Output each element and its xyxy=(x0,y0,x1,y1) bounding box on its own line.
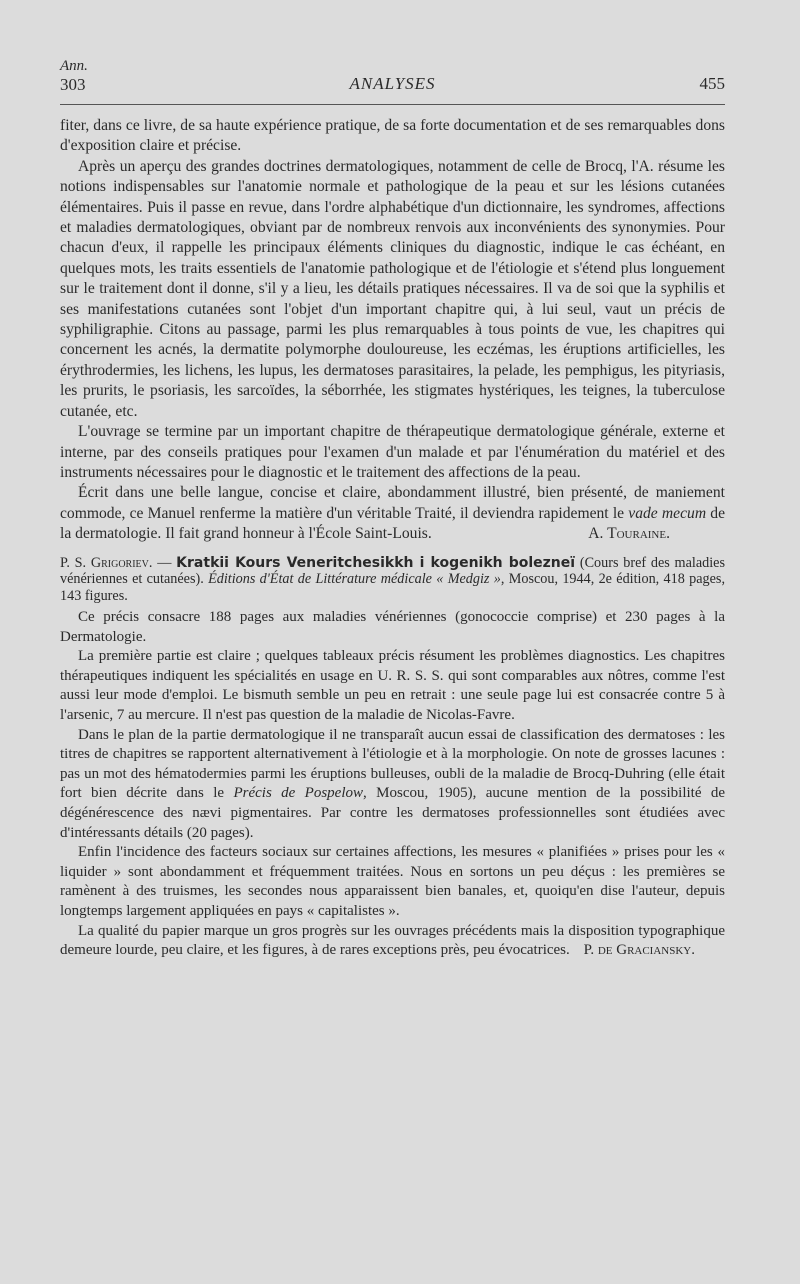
paragraph-text: , Moscou, 1905), aucune mention de la possibilité de dégénérescence des nævi pigmentaires. Par contre les dermatoses professionnelles sont étudiées avec d'intéressants détails (20 pages). xyxy=(60,785,726,841)
header-rule xyxy=(60,104,725,105)
paragraph xyxy=(60,726,725,844)
italic-phrase: vade mecum xyxy=(628,504,707,522)
paragraph: Enfin l'incidence des facteurs sociaux sur certaines affections, les mesures « planifiées » prises pour les « liquider » sont abondamment et fréquemment traitées. Nous en sortons un peu déçus : les premières se ramènent à des truismes, les secondes nous apparaissent bien banales, et, quoiqu'en dise l'auteur, depuis longtemps largement appliquées en pays « capitalistes ». xyxy=(60,844,725,919)
running-title: ANALYSES xyxy=(349,74,436,93)
book-publisher: Éditions d'État de Littérature médicale « Medgiz » xyxy=(208,571,501,588)
paragraph-text: de la dermatologie. Il fait grand honneur à l'École Saint-Louis. xyxy=(60,504,725,543)
review-grigoriev xyxy=(60,555,725,961)
paragraph: Ce précis consacre 188 pages aux maladies vénériennes (gonococcie comprise) et 230 pages à la Dermatologie. xyxy=(60,609,725,645)
page-header xyxy=(60,58,725,98)
dash: — xyxy=(152,554,177,571)
journal-abbrev: Ann. xyxy=(60,58,88,74)
paragraph: fiter, dans ce livre, de sa haute expérience pratique, de sa forte documentation et de ses remarquables dons d'exposition claire et précise. xyxy=(60,117,725,155)
book-author: P. S. Grigoriev. xyxy=(60,554,153,571)
reviewer-signature: P. de Graciansky. xyxy=(583,942,695,959)
book-citation xyxy=(60,555,725,605)
paragraph: La première partie est claire ; quelques tableaux précis résument les problèmes diagnostics. Les chapitres thérapeutiques indiquent les spécialités en usage en U. R. S. S. qui sont comparables aux nôtres, comme l'est aussi leur mode d'emploi. Le bismuth semble un peu en retrait : une seule page lui est consacrée contre 5 à l'arsenic, 7 au mercure. Il n'est pas question de la maladie de Nicolas-Favre. xyxy=(60,648,725,724)
italic-phrase: Précis de Pospelow xyxy=(233,785,364,802)
volume-number: 303 xyxy=(60,75,86,94)
page-body xyxy=(60,116,725,961)
paragraph: Après un aperçu des grandes doctrines dermatologiques, notamment de celle de Brocq, l'A. résume les notions indispensables sur l'anatomie normale et pathologique de la peau et sur les lésions cutanées élémentaires. Puis il passe en revue, dans l'ordre alphabétique d'un dictionnaire, les syndromes, affections et maladies dermatologiques, obviant par de nombreux renvois aux inconvénients des synonymies. Pour chacun d'eux, il rappelle les principaux éléments cliniques du diagnostic, indique le cas échéant, en quelques mots, les traits essentiels de l'anatomie pathologique et de l'étiologie et s'étend plus longuement sur le traitement dont il donne, s'il y a lieu, les détails pratiques nécessaires. Il va de soi que la syphilis et ses manifestations cutanées sont l'objet d'un important chapitre qui, à lui seul, vaut un précis de syphiligraphie. Citons au passage, parmi les plus remarquables à tous points de vue, les chapitres qui concernent les acnés, la dermatite polymorphe douloureuse, les eczémas, les éruptions artificielles, les érythrodermies, les lichens, les lupus, les dermatoses parasitaires, la pelade, les pemphigus, les pityriasis, les prurits, le psoriasis, les sarcoïdes, la séborrhée, les stigmates hystériques, les teignes, la tuberculose cutanée, etc. xyxy=(60,157,725,420)
book-subtitle: (Cours bref des maladies vénériennes et cutanées). xyxy=(60,554,725,588)
reviewer-signature: A. Touraine. xyxy=(588,525,670,543)
paragraph: La qualité du papier marque un gros progrès sur les ouvrages précédents mais la disposition typographique demeure lourde, peu claire, et les figures, à de rares exceptions près, peu évocatrices. xyxy=(60,922,725,959)
page-number: 455 xyxy=(699,74,725,93)
paragraph-text: Dans le plan de la partie dermatologique il ne transparaît aucun essai de classification des dermatoses : les titres de chapitres se rapportent alternativement à l'étiologie et à la morphologie. On note de grosses lacunes : pas un mot des hématodermies parmi les éruptions bulleuses, oubli de la maladie de Brocq-Duhring (elle était fort bien décrite dans le xyxy=(60,726,725,802)
paragraph-text: Écrit dans une belle langue, concise et claire, abondamment illustré, bien présenté, de maniement commode, ce Manuel renferme la matière d'un véritable Traité, il deviendra rapidement le xyxy=(60,484,725,522)
review-touraine xyxy=(60,116,725,545)
book-title: Kratkii Kours Veneritchesikkh i kogenikh bolezneï xyxy=(176,554,576,571)
paragraph: L'ouvrage se termine par un important chapitre de thérapeutique dermatologique générale, externe et interne, par des conseils pratiques pour l'examen d'un malade et par l'énumération du matériel et des instruments nécessaires pour le diagnostic et le traitement des affections de la peau. xyxy=(60,423,725,481)
book-details: , Moscou, 1944, 2e édition, 418 pages, 143 figures. xyxy=(60,571,725,604)
